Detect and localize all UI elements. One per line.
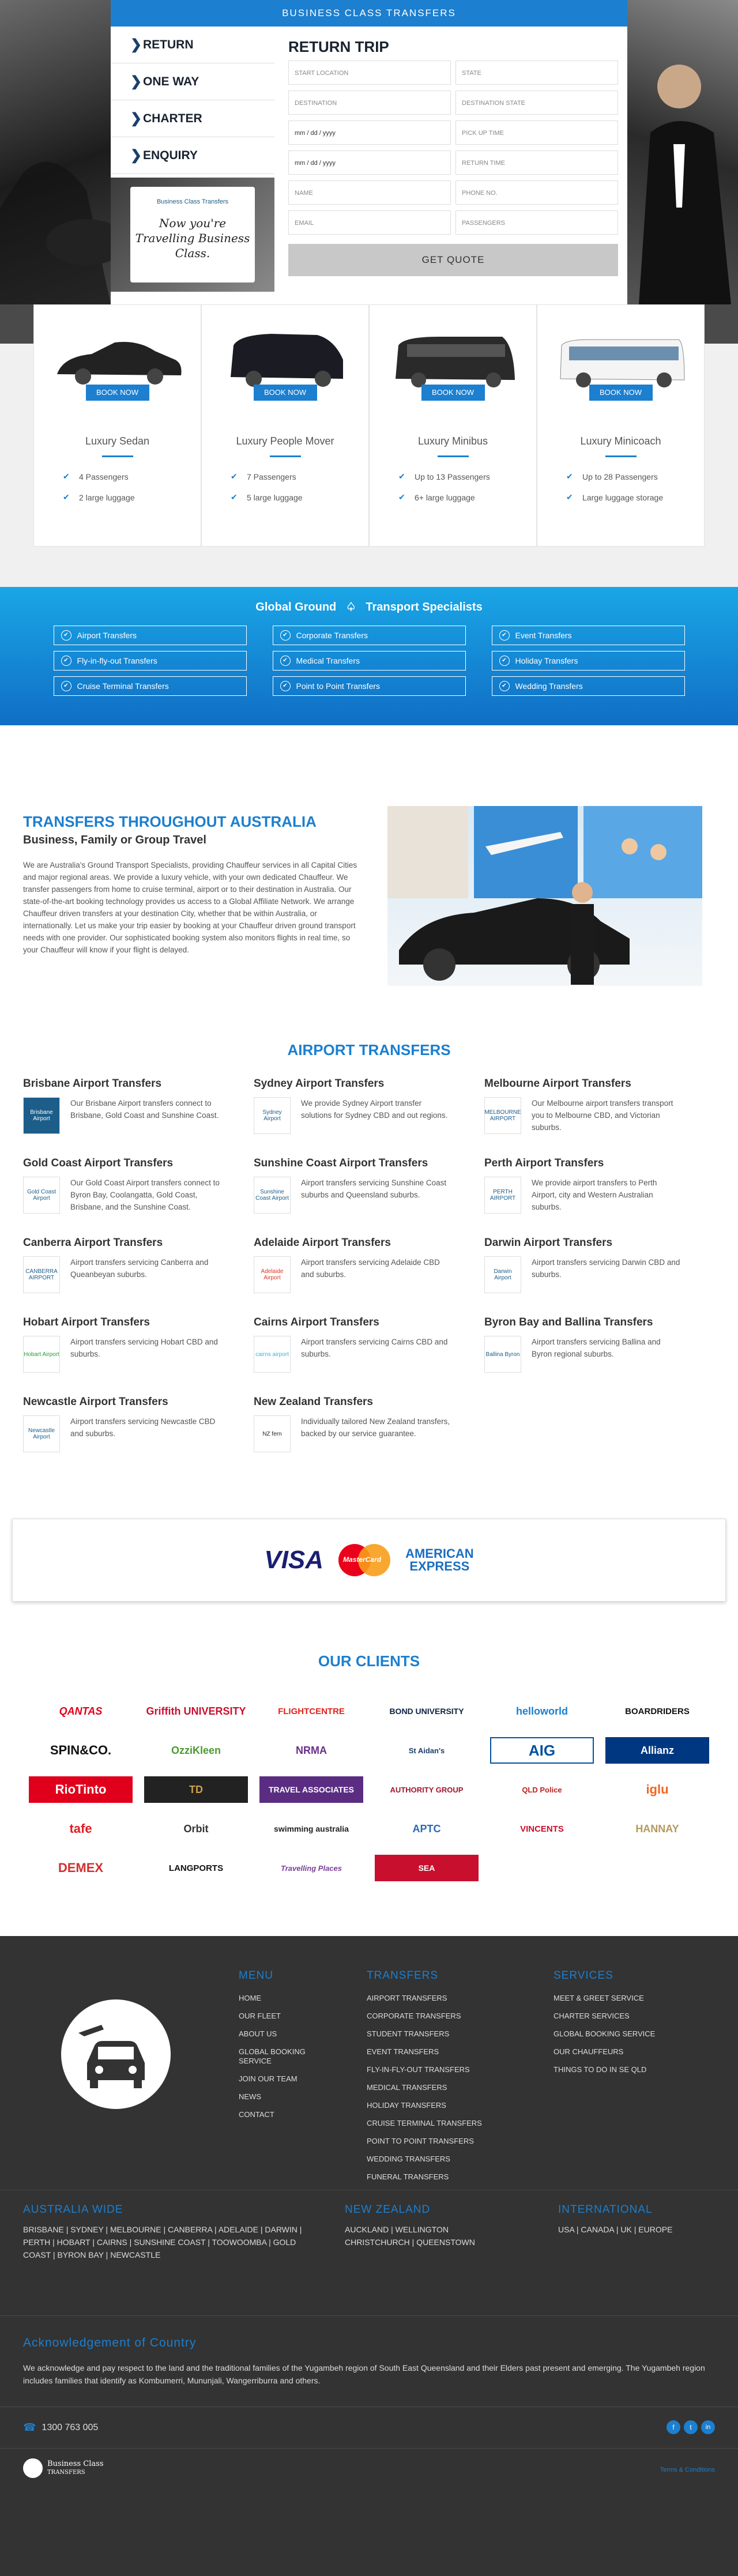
location-list: BRISBANE | SYDNEY | MELBOURNE | CANBERRA | ADELAIDE | DARWIN | PERTH | HOBART | CAIRNS | SUNSHINE COAST | TOOWOOMBA | GOLD COAST | BYRON BAY | NEWCASTLE <box>23 2225 302 2259</box>
airport-logo: Gold Coast Airport <box>23 1177 60 1214</box>
about-body: We are Australia's Ground Transport Specialists, providing Chauffeur services in all Capital Cities and major regional areas. We provide a luxury vehicle, with your own dedicated Chauffeur. We transfer passengers from home to cruise terminal, airport or to their destination in Australia. Our state-of-the-art booking technology provides us access to a Global Affiliate Network. We arrange Chauffeur driven transfers at your destination City, whether that be within Australia, or internationally. Let us make your trip easier by booking at your Chauffeur driven ground transport needs with one provider. Our sophisticated booking system also monitors flights in real time, so your Chauffeur will know if your flight is delayed. <box>23 861 357 954</box>
return-date-input[interactable]: mm / dd / yyyy <box>288 150 451 175</box>
airport-title[interactable]: Adelaide Airport Transfers <box>254 1237 391 1249</box>
location-list: AUCKLAND | WELLINGTON CHRISTCHURCH | QUEENSTOWN <box>345 2225 475 2247</box>
footer-transfers <box>367 1969 482 2190</box>
airport-desc: Airport transfers servicing Newcastle CBD and suburbs. <box>70 1417 216 1438</box>
client-logo: QLD Police <box>522 1785 562 1794</box>
footer-link[interactable]: THINGS TO DO IN SE QLD <box>554 2065 647 2074</box>
chevron-right-icon: ❯ <box>130 37 142 52</box>
client-logo: DEMEX <box>58 1861 104 1875</box>
vehicle-feature: ✔ Up to 28 Passengers <box>566 472 687 481</box>
hero-left-image <box>0 0 111 304</box>
airport-item[interactable] <box>254 1396 484 1452</box>
footer-link[interactable]: ABOUT US <box>239 2029 277 2038</box>
airport-logo: Sydney Airport <box>254 1097 291 1134</box>
mastercard-logo <box>338 1544 390 1576</box>
service-item[interactable]: ✔ Airport Transfers <box>54 626 247 645</box>
pickup-time-input[interactable]: PICK UP TIME <box>455 120 618 145</box>
client-logo: BOND UNIVERSITY <box>389 1707 464 1716</box>
brand-text <box>47 2460 104 2477</box>
booking-panel <box>111 0 627 304</box>
hero-right-image <box>627 0 738 304</box>
footer-menu <box>239 1969 319 2128</box>
service-item[interactable]: ✔ Holiday Transfers <box>492 651 685 671</box>
airport-title[interactable]: Brisbane Airport Transfers <box>23 1078 162 1090</box>
footer-link[interactable]: GLOBAL BOOKING SERVICE <box>239 2047 306 2065</box>
footer-link[interactable]: POINT TO POINT TRANSFERS <box>367 2137 474 2145</box>
book-now-button[interactable]: BOOK NOW <box>86 385 149 401</box>
footer-bottom <box>0 2315 738 2576</box>
footer-heading: MENU <box>239 1969 273 1982</box>
airport-desc: We provide airport transfers to Perth Airport, city and Western Australian suburbs. <box>532 1178 657 1211</box>
chevron-right-icon: ❯ <box>130 111 142 126</box>
minicoach-image <box>555 328 687 390</box>
footer-link[interactable]: OUR FLEET <box>239 2012 281 2020</box>
vehicle-feature: ✔ 4 Passengers <box>63 472 183 481</box>
minibus-image <box>387 328 519 390</box>
service-item[interactable]: ✔ Medical Transfers <box>273 651 466 671</box>
book-now-button[interactable]: BOOK NOW <box>421 385 485 401</box>
client-logo: OzziKleen <box>171 1744 221 1756</box>
chevron-right-icon: ❯ <box>130 74 142 89</box>
vehicle-feature: ✔ 7 Passengers <box>231 472 351 481</box>
service-item[interactable]: ✔ Event Transfers <box>492 626 685 645</box>
client-logo: Griffith UNIVERSITY <box>146 1705 246 1717</box>
site-footer <box>0 1936 738 2315</box>
ack-text: We acknowledge and pay respect to the land and the traditional families of the Yugambeh region of South East Queensland and their Elders past present and emerging. The Yugambeh region includes families that identify as Kombumerri, Mununjali, Wangerriburra and others. <box>23 2363 705 2385</box>
client-logo: BOARDRIDERS <box>625 1706 690 1716</box>
airport-desc: Our Melbourne airport transfers transport you to Melbourne CBD, and Victorian suburbs. <box>532 1099 673 1132</box>
book-now-button[interactable]: BOOK NOW <box>589 385 653 401</box>
underline <box>102 455 133 457</box>
footer-link[interactable]: CONTACT <box>239 2110 274 2119</box>
tab-enquiry[interactable] <box>111 137 274 174</box>
tab-label: CHARTER <box>143 112 202 125</box>
footer-link[interactable]: EVENT TRANSFERS <box>367 2047 439 2056</box>
service-item[interactable]: ✔ Wedding Transfers <box>492 676 685 696</box>
airport-item[interactable] <box>484 1157 715 1214</box>
client-logo: TD <box>144 1776 248 1803</box>
client-logo: SPIN&CO. <box>50 1743 112 1757</box>
footer-link[interactable]: WEDDING TRANSFERS <box>367 2155 450 2163</box>
people-mover-image <box>219 328 351 390</box>
pickup-date-input[interactable]: mm / dd / yyyy <box>288 120 451 145</box>
footer-link[interactable]: MEET & GREET SERVICE <box>554 1994 644 2002</box>
vehicle-feature: ✔ Large luggage storage <box>566 493 687 502</box>
airport-transfers-title: AIRPORT TRANSFERS <box>287 1041 451 1059</box>
airport-item[interactable] <box>23 1396 254 1452</box>
footer-brand-logo[interactable] <box>23 2458 104 2478</box>
airport-title[interactable]: Byron Bay and Ballina Transfers <box>484 1316 653 1328</box>
twitter-icon[interactable]: t <box>684 2420 698 2434</box>
airport-item[interactable] <box>254 1316 484 1373</box>
footer-link[interactable]: HOLIDAY TRANSFERS <box>367 2101 446 2110</box>
footer-link[interactable]: CORPORATE TRANSFERS <box>367 2012 461 2020</box>
airport-title[interactable]: Cairns Airport Transfers <box>254 1316 379 1328</box>
airport-desc: We provide Sydney Airport transfer solutions for Sydney CBD and out regions. <box>301 1099 448 1120</box>
location-list: USA | CANADA | UK | EUROPE <box>558 2225 673 2234</box>
phone-number: 1300 763 005 <box>42 2422 99 2432</box>
footer-services <box>554 1969 655 2083</box>
name-input[interactable]: NAME <box>288 180 451 205</box>
tab-charter[interactable] <box>111 100 274 137</box>
airport-desc: Airport transfers servicing Hobart CBD and suburbs. <box>70 1338 218 1358</box>
promo-image <box>111 178 274 292</box>
airport-title[interactable]: Perth Airport Transfers <box>484 1157 604 1169</box>
panel-title-bar: BUSINESS CLASS TRANSFERS <box>111 0 627 27</box>
airport-desc: Our Gold Coast Airport transfers connect to Byron Bay, Coolangatta, Gold Coast, Brisbane, and the Sunshine Coast. <box>70 1178 220 1211</box>
airport-desc: Airport transfers servicing Canberra and Queanbeyan suburbs. <box>70 1258 209 1279</box>
start-location-input[interactable]: START LOCATION <box>288 61 451 85</box>
client-logo: NRMA <box>296 1744 327 1756</box>
divider <box>0 2448 738 2449</box>
footer-heading: NEW ZEALAND <box>345 2204 431 2216</box>
services-list <box>54 626 685 696</box>
amex-logo <box>405 1547 474 1573</box>
airport-desc: Airport transfers servicing Adelaide CBD and suburbs. <box>301 1258 440 1279</box>
tab-label: RETURN <box>143 38 194 51</box>
vehicle-card-minicoach <box>537 304 705 547</box>
about-collage-image <box>387 806 702 986</box>
vehicle-feature: ✔ 6+ large luggage <box>398 493 519 502</box>
services-heading <box>0 600 738 614</box>
vehicle-card-sedan <box>33 304 201 547</box>
airport-item[interactable] <box>254 1237 484 1293</box>
footer-link[interactable]: FLY-IN-FLY-OUT TRANSFERS <box>367 2065 470 2074</box>
vehicle-feature: ✔ 5 large luggage <box>231 493 351 502</box>
client-logo-grid <box>29 1698 709 1881</box>
client-logo: Allianz <box>605 1737 709 1764</box>
phone-icon: ☎ <box>23 2421 36 2433</box>
acknowledgement <box>23 2336 715 2387</box>
airport-title[interactable]: Newcastle Airport Transfers <box>23 1396 168 1408</box>
vehicle-feature: ✔ Up to 13 Passengers <box>398 472 519 481</box>
about-title: TRANSFERS THROUGHOUT AUSTRALIA <box>23 813 317 830</box>
vehicle-card-people-mover <box>201 304 369 547</box>
trip-type-tabs <box>111 27 274 292</box>
social-links <box>667 2420 715 2434</box>
footer-heading: SERVICES <box>554 1969 613 1982</box>
airport-desc: Individually tailored New Zealand transfers, backed by our service guarantee. <box>301 1417 450 1438</box>
brand-top: Business Class <box>47 2459 104 2468</box>
airport-desc: Our Brisbane Airport transfers connect to Brisbane, Gold Coast and Sunshine Coast. <box>70 1099 219 1120</box>
passengers-input[interactable]: PASSENGERS <box>455 210 618 235</box>
footer-link[interactable]: CRUISE TERMINAL TRANSFERS <box>367 2119 482 2127</box>
promo-headline: Now you're Travelling Business Class. <box>135 216 250 260</box>
tab-return[interactable] <box>111 27 274 63</box>
client-logo: AIG <box>490 1737 594 1764</box>
vehicle-name: Luxury Minicoach <box>580 435 661 447</box>
airport-logo: MELBOURNE AIRPORT <box>484 1097 521 1134</box>
nz-locations <box>345 2204 500 2249</box>
book-now-button[interactable]: BOOK NOW <box>254 385 317 401</box>
brand-emblem-icon <box>23 2458 43 2478</box>
divider <box>0 2315 738 2316</box>
airport-logo: Hobart Airport <box>23 1336 60 1373</box>
vehicle-name: Luxury Sedan <box>85 435 150 447</box>
airport-title[interactable]: New Zealand Transfers <box>254 1396 373 1408</box>
client-logo: iglu <box>646 1782 669 1797</box>
footer-link[interactable]: GLOBAL BOOKING SERVICE <box>554 2029 656 2038</box>
airport-desc: Airport transfers servicing Darwin CBD and suburbs. <box>532 1258 680 1279</box>
client-logo: tafe <box>69 1821 92 1836</box>
return-time-input[interactable]: RETURN TIME <box>455 150 618 175</box>
airport-item[interactable] <box>23 1237 254 1293</box>
client-logo: Travelling Places <box>281 1863 342 1873</box>
ack-title: Acknowledgement of Country <box>23 2336 197 2349</box>
client-logo: St Aidan's <box>408 1746 445 1755</box>
airport-title[interactable]: Melbourne Airport Transfers <box>484 1078 631 1090</box>
sedan-image <box>51 328 183 390</box>
tab-label: ENQUIRY <box>143 149 198 162</box>
airport-logo: PERTH AIRPORT <box>484 1177 521 1214</box>
state-input[interactable]: STATE <box>455 61 618 85</box>
service-item[interactable]: ✔ Cruise Terminal Transfers <box>54 676 247 696</box>
airport-desc: Airport transfers servicing Cairns CBD and suburbs. <box>301 1338 448 1358</box>
airport-logo: Darwin Airport <box>484 1256 521 1293</box>
phone-input[interactable]: PHONE NO. <box>455 180 618 205</box>
phone-link[interactable] <box>23 2421 98 2434</box>
client-logo: LANGPORTS <box>168 1863 224 1873</box>
airport-title[interactable]: Hobart Airport Transfers <box>23 1316 150 1328</box>
airport-title[interactable]: Sunshine Coast Airport Transfers <box>254 1157 428 1169</box>
brand-bottom: TRANSFERS <box>47 2469 85 2476</box>
payment-methods <box>12 1519 726 1602</box>
airport-item[interactable] <box>254 1078 484 1134</box>
footer-heading: AUSTRALIA WIDE <box>23 2204 123 2216</box>
facebook-icon[interactable]: f <box>667 2420 680 2434</box>
underline <box>438 455 469 457</box>
client-logo: VINCENTS <box>520 1824 564 1834</box>
clients-section <box>0 1602 738 1936</box>
car-logo-icon <box>61 1999 171 2109</box>
airport-title[interactable]: Canberra Airport Transfers <box>23 1237 163 1249</box>
about-subtitle: Business, Family or Group Travel <box>23 834 206 846</box>
about-section <box>0 725 738 1041</box>
australia-locations <box>23 2204 317 2261</box>
fleet-section <box>0 304 738 587</box>
airport-logo: Newcastle Airport <box>23 1415 60 1452</box>
service-item[interactable]: ✔ Fly-in-fly-out Transfers <box>54 651 247 671</box>
client-logo: FLIGHTCENTRE <box>278 1706 345 1716</box>
airport-logo: Brisbane Airport <box>23 1097 60 1134</box>
services-band <box>0 587 738 725</box>
airport-logo: Ballina Byron <box>484 1336 521 1373</box>
airport-title[interactable]: Sydney Airport Transfers <box>254 1078 385 1090</box>
client-logo: Orbit <box>183 1822 209 1835</box>
airport-title[interactable]: Gold Coast Airport Transfers <box>23 1157 174 1169</box>
destination-state-input[interactable]: DESTINATION STATE <box>455 91 618 115</box>
airport-desc: Airport transfers servicing Ballina and Byron regional suburbs. <box>532 1338 661 1358</box>
client-logo: RioTinto <box>29 1776 133 1803</box>
promo-logo: Business Class Transfers <box>156 198 229 205</box>
airport-item[interactable] <box>484 1237 715 1293</box>
form-title: RETURN TRIP <box>288 38 389 55</box>
footer-link[interactable]: AIRPORT TRANSFERS <box>367 1994 447 2002</box>
footer-link[interactable]: JOIN OUR TEAM <box>239 2074 298 2083</box>
destination-input[interactable]: DESTINATION <box>288 91 451 115</box>
service-item[interactable]: ✔ Corporate Transfers <box>273 626 466 645</box>
airport-item[interactable] <box>484 1078 715 1134</box>
footer-link[interactable]: CHARTER SERVICES <box>554 2012 630 2020</box>
footer-link[interactable]: STUDENT TRANSFERS <box>367 2029 450 2038</box>
client-logo: APTC <box>412 1822 441 1835</box>
client-logo: SEA <box>375 1855 479 1881</box>
vehicle-card-minibus <box>369 304 537 547</box>
airport-item[interactable] <box>254 1157 484 1214</box>
footer-link[interactable]: FUNERAL TRANSFERS <box>367 2172 449 2181</box>
airport-item[interactable] <box>23 1157 254 1214</box>
divider <box>0 2406 738 2407</box>
footer-link[interactable]: HOME <box>239 1994 261 2002</box>
airport-item[interactable] <box>23 1316 254 1373</box>
booking-form <box>288 27 618 276</box>
terms-link[interactable]: Terms & Conditions <box>660 2466 715 2473</box>
client-logo: TRAVEL ASSOCIATES <box>259 1776 363 1803</box>
promo-card <box>130 187 255 283</box>
airport-logo: Sunshine Coast Airport <box>254 1177 291 1214</box>
amex-top: AMERICAN <box>405 1546 474 1561</box>
email-input[interactable]: EMAIL <box>288 210 451 235</box>
vehicle-name: Luxury Minibus <box>417 435 488 447</box>
vehicle-feature: ✔ 2 large luggage <box>63 493 183 502</box>
client-logo: HANNAY <box>635 1822 679 1835</box>
underline <box>605 455 637 457</box>
footer-heading: TRANSFERS <box>367 1969 439 1982</box>
australia-map-icon: ♤ <box>345 601 356 613</box>
footer-link[interactable]: OUR CHAUFFEURS <box>554 2047 624 2056</box>
service-item[interactable]: ✔ Point to Point Transfers <box>273 676 466 696</box>
airport-logo: Adelaide Airport <box>254 1256 291 1293</box>
client-logo: AUTHORITY GROUP <box>390 1785 464 1794</box>
airport-item[interactable] <box>23 1078 254 1134</box>
footer-heading: INTERNATIONAL <box>558 2204 653 2216</box>
fern-logo: NZ fern <box>254 1415 291 1452</box>
vehicle-name: Luxury People Mover <box>236 435 334 447</box>
footer-link[interactable]: MEDICAL TRANSFERS <box>367 2083 447 2092</box>
underline <box>270 455 301 457</box>
hero-section <box>0 0 738 304</box>
airport-transfers-section <box>0 1041 738 1519</box>
footer-link[interactable]: NEWS <box>239 2092 261 2101</box>
airport-logo: cairns airport <box>254 1336 291 1373</box>
airport-title[interactable]: Darwin Airport Transfers <box>484 1237 613 1249</box>
international-locations <box>558 2204 714 2236</box>
visa-logo: VISA <box>264 1546 324 1574</box>
client-logo: QANTAS <box>59 1705 103 1717</box>
airport-logo: CANBERRA AIRPORT <box>23 1256 60 1293</box>
linkedin-icon[interactable]: in <box>701 2420 715 2434</box>
get-quote-button[interactable]: GET QUOTE <box>288 244 618 276</box>
client-logo: helloworld <box>516 1705 568 1717</box>
services-title-left: Global Ground <box>255 601 337 613</box>
client-logo: swimming australia <box>274 1824 349 1833</box>
tab-label: ONE WAY <box>143 75 199 88</box>
airport-desc: Airport transfers servicing Sunshine Coast suburbs and Queensland suburbs. <box>301 1178 447 1199</box>
airport-item[interactable] <box>484 1316 715 1373</box>
amex-bottom: EXPRESS <box>409 1559 470 1573</box>
clients-title: OUR CLIENTS <box>318 1652 420 1670</box>
mastercard-label: MasterCard <box>343 1556 382 1564</box>
chevron-right-icon: ❯ <box>130 148 142 163</box>
services-title-right: Transport Specialists <box>366 601 483 613</box>
tab-one-way[interactable] <box>111 63 274 100</box>
